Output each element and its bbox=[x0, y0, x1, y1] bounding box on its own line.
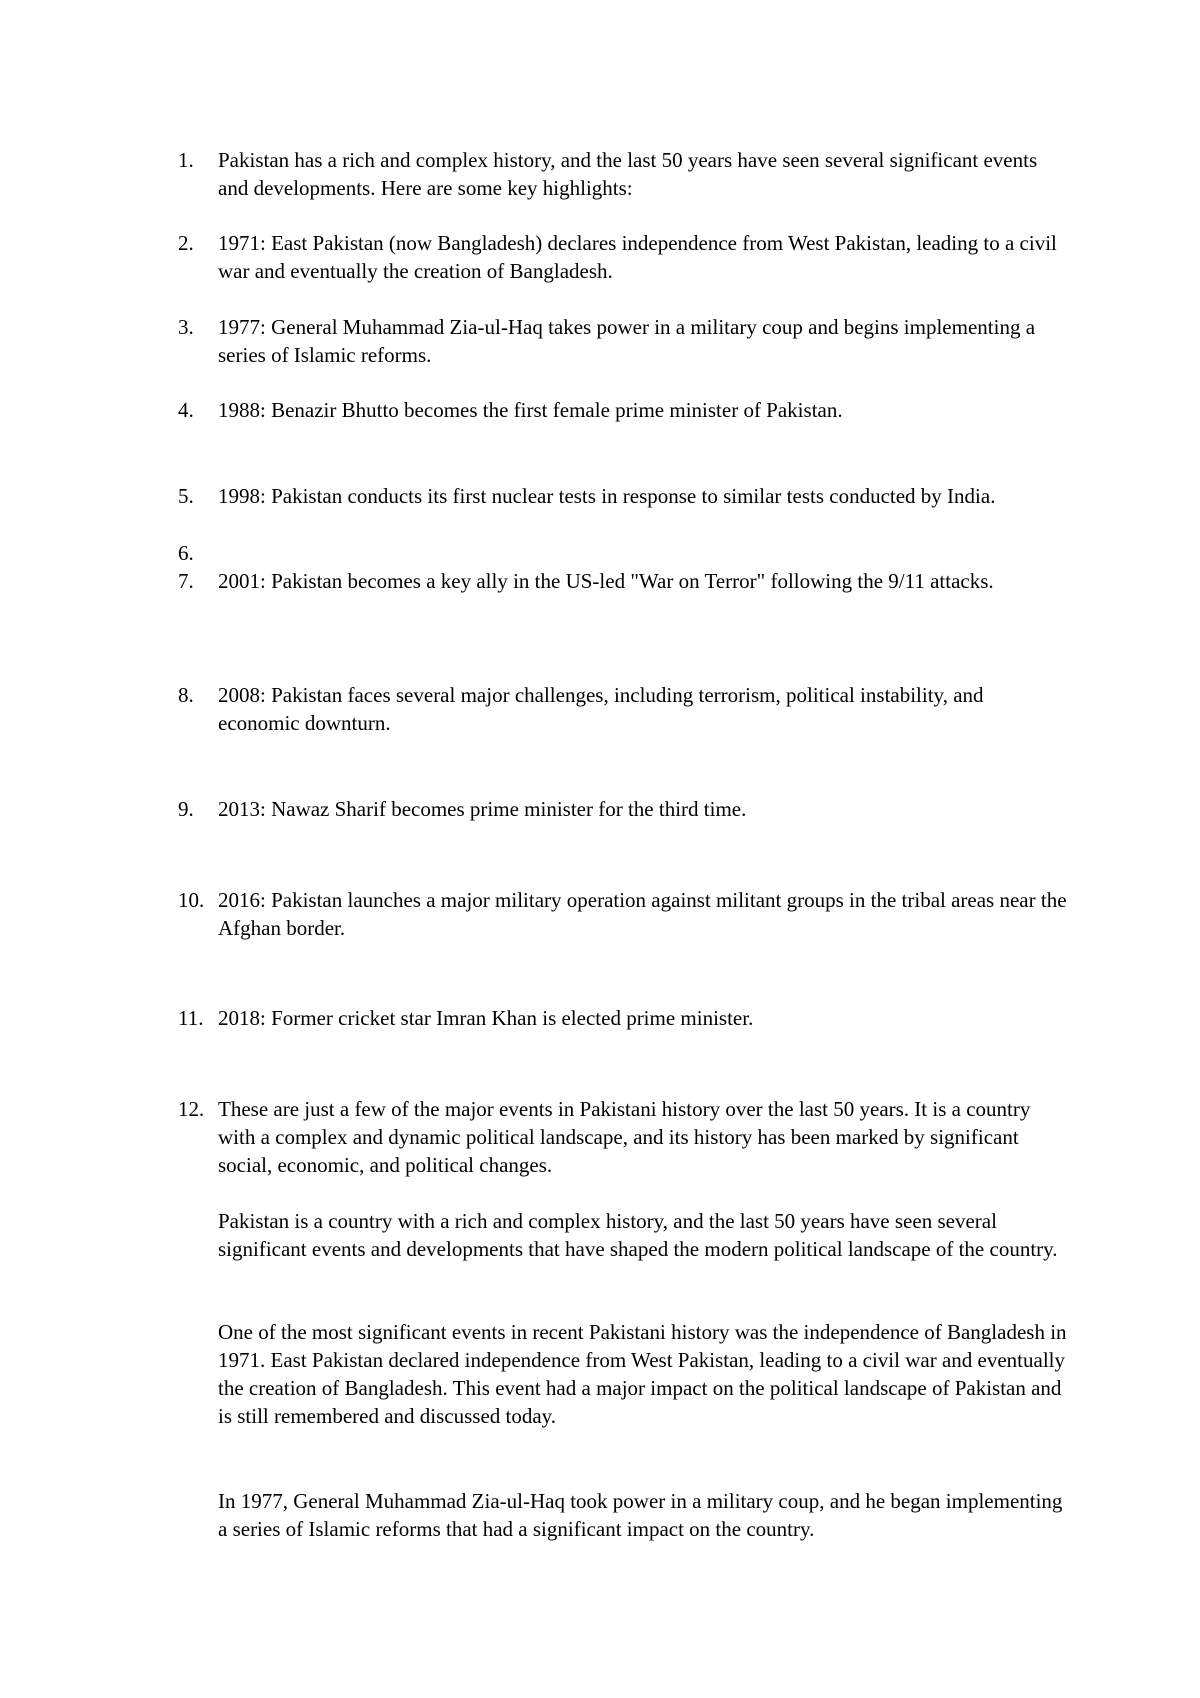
list-item-text: 2001: Pakistan becomes a key ally in the US-led "War on Terror" following the 9/11 attacks. bbox=[218, 569, 994, 593]
list-number: 10. bbox=[178, 888, 205, 912]
list-number: 5. bbox=[178, 484, 194, 508]
list-number: 7. bbox=[178, 569, 194, 593]
list-number: 11. bbox=[178, 1006, 204, 1030]
list-item-text: These are just a few of the major events in Pakistani history over the last 50 years. It is a country with a complex and dynamic political landscape, and its history has been marked by significant social, economic, and political changes. bbox=[218, 1097, 1031, 1177]
list-item-text: 2013: Nawaz Sharif becomes prime minister for the third time. bbox=[218, 797, 747, 821]
list-item-text: 1988: Benazir Bhutto becomes the first female prime minister of Pakistan. bbox=[218, 398, 843, 422]
list-number: 9. bbox=[178, 797, 194, 821]
list-item-text: 2018: Former cricket star Imran Khan is elected prime minister. bbox=[218, 1006, 754, 1030]
list-number: 1. bbox=[178, 148, 194, 172]
list-item-text: 2008: Pakistan faces several major challenges, including terrorism, political instability, and economic downturn. bbox=[218, 683, 984, 735]
body-paragraph: Pakistan is a country with a rich and complex history, and the last 50 years have seen several significant events and developments that have shaped the modern political landscape of the country. bbox=[218, 1209, 1058, 1261]
list-item-text: 2016: Pakistan launches a major military operation against militant groups in the tribal areas near the Afghan border. bbox=[218, 888, 1067, 940]
list-item-text: 1971: East Pakistan (now Bangladesh) declares independence from West Pakistan, leading to a civil war and eventually the creation of Bangladesh. bbox=[218, 231, 1057, 283]
list-item-text: Pakistan has a rich and complex history, and the last 50 years have seen several significant events and developments. Here are some key highlights: bbox=[218, 148, 1038, 200]
list-number: 8. bbox=[178, 683, 194, 707]
list-item-text: 1977: General Muhammad Zia-ul-Haq takes power in a military coup and begins implementing a series of Islamic reforms. bbox=[218, 315, 1036, 367]
list-number: 12. bbox=[178, 1097, 205, 1121]
list-item-text: 1998: Pakistan conducts its first nuclear tests in response to similar tests conducted by India. bbox=[218, 484, 996, 508]
list-number: 3. bbox=[178, 315, 194, 339]
body-paragraph: In 1977, General Muhammad Zia-ul-Haq took power in a military coup, and he began implementing a series of Islamic reforms that had a significant impact on the country. bbox=[218, 1489, 1063, 1541]
list-number: 2. bbox=[178, 231, 194, 255]
body-paragraph: One of the most significant events in recent Pakistani history was the independence of Bangladesh in 1971. East Pakistan declared independence from West Pakistan, leading to a civil war and eventually the creation of Bangladesh. This event had a major impact on the political landscape of Pakistan and is still remembered and discussed today. bbox=[218, 1320, 1067, 1428]
list-number: 6. bbox=[178, 541, 194, 565]
list-number: 4. bbox=[178, 398, 194, 422]
